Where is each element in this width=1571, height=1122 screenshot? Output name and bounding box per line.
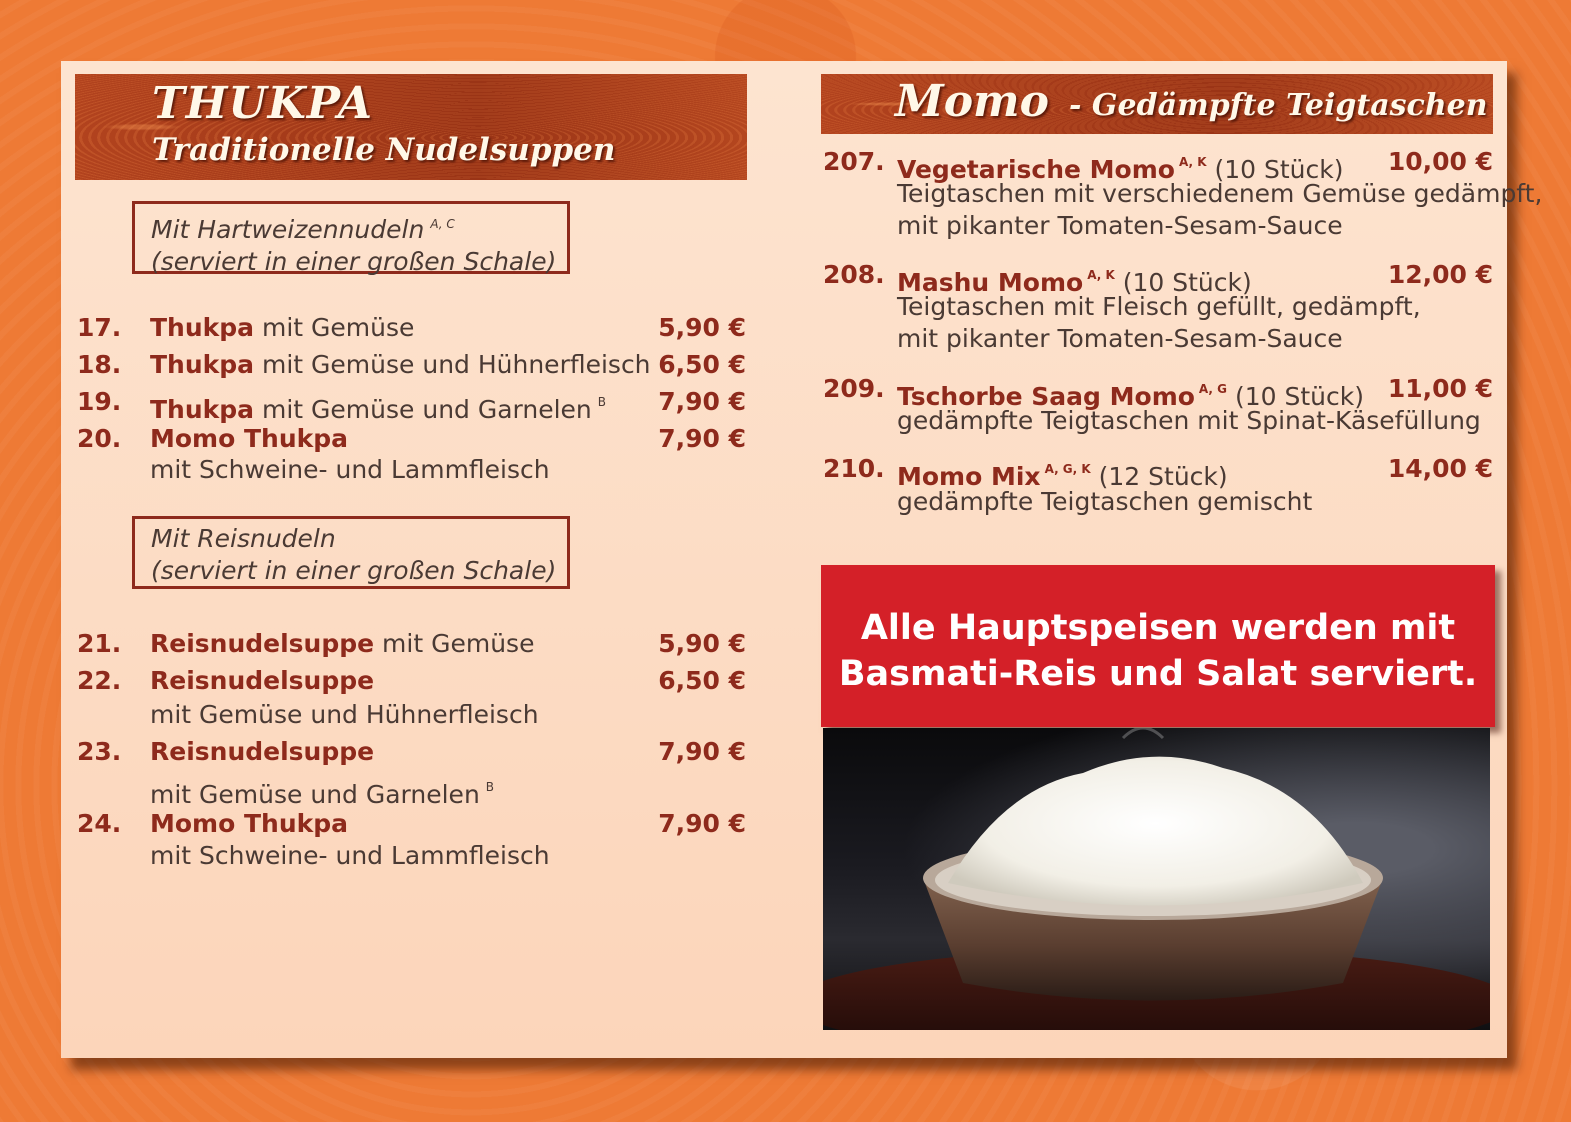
item-price: 5,90 € xyxy=(658,313,746,342)
item-description: gedämpfte Teigtaschen mit Spinat-Käsefüllung xyxy=(897,406,1481,435)
item-number: 17. xyxy=(77,313,122,342)
item-price: 14,00 € xyxy=(1387,454,1493,483)
item-price: 6,50 € xyxy=(658,666,746,695)
item-price: 10,00 € xyxy=(1387,147,1493,176)
item-number: 18. xyxy=(77,350,122,379)
rice-bowl-illustration xyxy=(823,728,1490,1030)
allergen-codes: A, C xyxy=(430,217,455,231)
banner-title: THUKPA xyxy=(152,78,373,129)
notice-text: Basmati-Reis und Salat serviert. xyxy=(838,654,1478,694)
item-description: mit pikanter Tomaten-Sesam-Sauce xyxy=(897,324,1343,353)
item-description: Teigtaschen mit verschiedenem Gemüse gedämpft, xyxy=(897,179,1543,208)
note-text: Mit Reisnudeln xyxy=(151,524,336,553)
item-quantity: (10 Stück) xyxy=(1227,382,1364,411)
allergen-codes: A, G xyxy=(1198,382,1228,396)
note-text: Mit Hartweizennudeln xyxy=(151,215,425,244)
item-name: Reisnudelsuppe xyxy=(150,666,375,695)
item-name: Momo Thukpa xyxy=(150,424,349,453)
allergen-codes: A, K xyxy=(1087,268,1115,282)
item-description: mit Gemüse und Hühnerfleisch xyxy=(150,700,539,729)
item-name: Mashu Momo xyxy=(897,268,1084,297)
item-suffix: mit Gemüse xyxy=(374,629,535,658)
item-suffix: mit Gemüse und Garnelen xyxy=(254,395,592,424)
item-title xyxy=(150,626,534,662)
item-name: Thukpa xyxy=(150,395,255,424)
allergen-codes: B xyxy=(485,780,495,794)
item-number: 210. xyxy=(823,454,885,483)
item-price: 7,90 € xyxy=(658,809,746,838)
item-name: Thukpa xyxy=(150,350,255,379)
note-text: (serviert in einer großen Schale) xyxy=(151,556,557,585)
item-description: Teigtaschen mit Fleisch gefüllt, gedämpft, xyxy=(897,292,1421,321)
rice-bowl-image xyxy=(823,728,1490,1030)
item-title xyxy=(150,734,374,770)
item-name: Reisnudelsuppe xyxy=(150,629,375,658)
item-number: 19. xyxy=(77,387,122,416)
item-quantity: (10 Stück) xyxy=(1114,268,1252,297)
item-name: Reisnudelsuppe xyxy=(150,737,375,766)
item-number: 23. xyxy=(77,737,122,766)
banner-subtitle: - Gedämpfte Teigtaschen xyxy=(1069,88,1488,123)
item-description: mit Schweine- und Lammfleisch xyxy=(150,455,550,484)
item-number: 20. xyxy=(77,424,122,453)
item-price: 7,90 € xyxy=(658,737,746,766)
item-description-text: mit Gemüse und Garnelen xyxy=(150,780,480,809)
item-price: 11,00 € xyxy=(1387,374,1493,403)
item-name: Momo Mix xyxy=(897,462,1041,491)
item-title xyxy=(150,663,374,699)
item-quantity: (10 Stück) xyxy=(1206,155,1344,184)
item-quantity: (12 Stück) xyxy=(1090,462,1228,491)
item-price: 7,90 € xyxy=(658,424,746,453)
item-description: mit pikanter Tomaten-Sesam-Sauce xyxy=(897,211,1343,240)
banner-subtitle: Traditionelle Nudelsuppen xyxy=(152,132,616,168)
item-name: Vegetarische Momo xyxy=(897,155,1175,184)
item-description: gedämpfte Teigtaschen gemischt xyxy=(897,487,1313,516)
note-text: (serviert in einer großen Schale) xyxy=(151,247,557,276)
item-title xyxy=(150,421,348,457)
item-suffix: mit Gemüse xyxy=(254,313,415,342)
notice-text: Alle Hauptspeisen werden mit xyxy=(860,608,1456,648)
banner-title: Momo xyxy=(895,76,1049,127)
item-name: Tschorbe Saag Momo xyxy=(897,382,1195,411)
item-number: 209. xyxy=(823,374,885,403)
item-description: mit Schweine- und Lammfleisch xyxy=(150,841,550,870)
item-price: 12,00 € xyxy=(1387,260,1493,289)
item-name: Thukpa xyxy=(150,313,255,342)
momo-banner xyxy=(821,74,1493,134)
item-number: 208. xyxy=(823,260,885,289)
item-description xyxy=(150,771,494,811)
item-suffix: mit Gemüse und Hühnerfleisch xyxy=(254,350,651,379)
allergen-codes: B xyxy=(597,395,607,409)
item-price: 6,50 € xyxy=(658,350,746,379)
item-number: 21. xyxy=(77,629,122,658)
allergen-codes: A, G, K xyxy=(1044,462,1091,476)
noodle-note-wheat xyxy=(132,201,570,274)
side-dish-notice xyxy=(821,565,1495,727)
item-number: 22. xyxy=(77,666,122,695)
item-number: 24. xyxy=(77,809,122,838)
item-price: 7,90 € xyxy=(658,387,746,416)
thukpa-banner xyxy=(75,74,747,180)
item-price: 5,90 € xyxy=(658,629,746,658)
item-title xyxy=(150,310,414,346)
item-number: 207. xyxy=(823,147,885,176)
allergen-codes: A, K xyxy=(1178,155,1207,169)
item-name: Momo Thukpa xyxy=(150,809,349,838)
item-title xyxy=(150,806,348,842)
item-title xyxy=(150,347,651,383)
noodle-note-rice xyxy=(132,516,570,589)
